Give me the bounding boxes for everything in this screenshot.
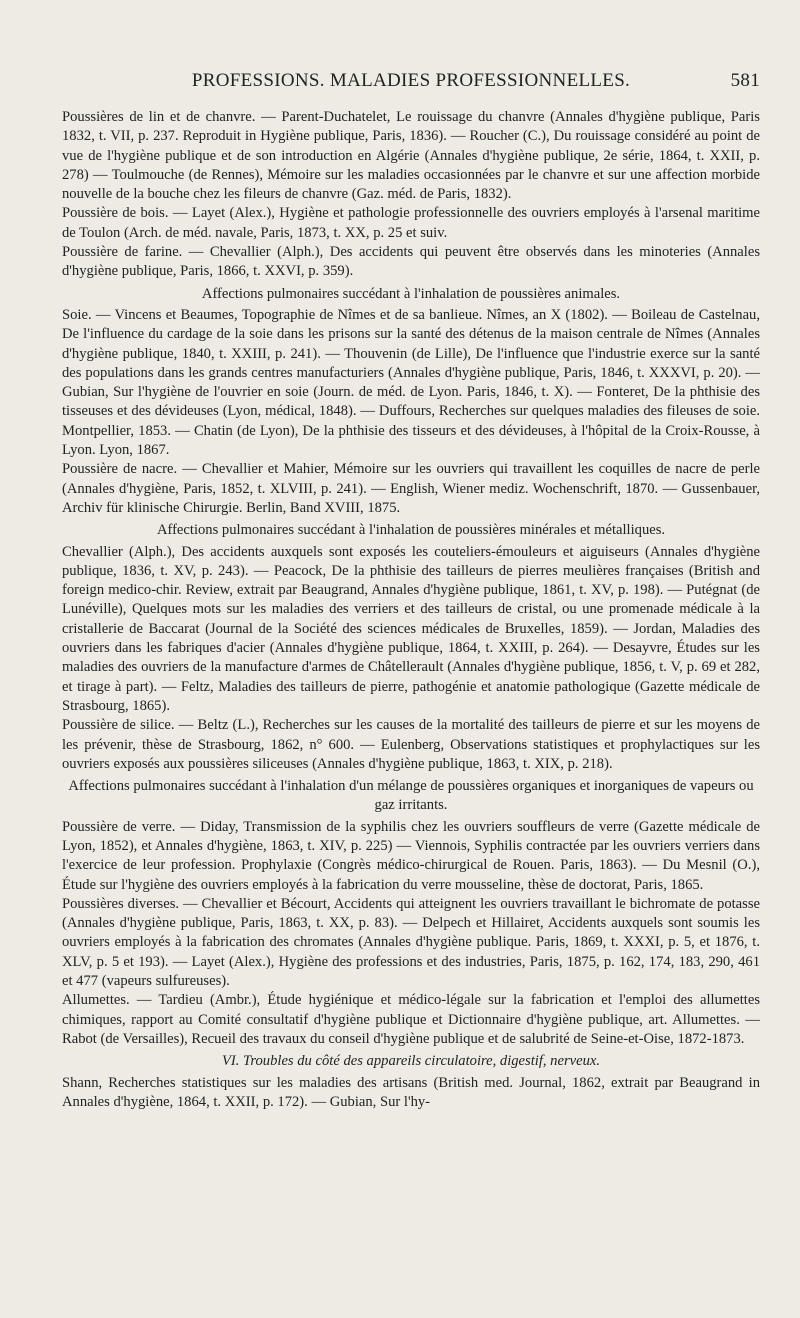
section-heading: Affections pulmonaires succédant à l'inhalation de poussières animales. — [201, 285, 621, 302]
entry-text: — Beltz (L.), Recherches sur les causes de la mortalité des tailleurs de pierre et sur les moyens de les prévenir, thèse de Strasbourg, 1862, n° 600. — Eulenberg, Observations statistiques et prophylactiques sur les ouvriers exposés aux poussières siliceuses (Annales d'hygiène publique, 1863, t. XIX, p. 218). — [62, 717, 760, 772]
entry-text: — Diday, Transmission de la syphilis chez les ouvriers souffleurs de verre (Gazette médicale de Lyon, 1852), et Annales d'hygiène, 1863, t. XIV, p. 225) — Viennois, Syphilis contractée par les ouvriers verriers dans l'exercice de leur profession. Prophylaxie (Congrès médico-chirurgical de Rouen. Paris, 1863). — Du Mesnil (O.), Étude sur l'hygiène des ouvriers employés à la fabrication du verre mousseline, thèse de doctorat, Paris, 1865. — [62, 818, 760, 893]
page-number: 581 — [730, 70, 760, 91]
entry-lead: Soie. — [62, 306, 92, 323]
entry-lead: Poussières diverses. — [62, 895, 180, 912]
running-title: PROFESSIONS. MALADIES PROFESSIONNELLES. — [191, 70, 631, 91]
entry-lead: Poussière de verre. — [62, 818, 176, 835]
entry-text: — Chevallier et Bécourt, Accidents qui atteignent les ouvriers travaillant le bichromate de potasse (Annales d'hygiène publique, Paris, 1863, t. XX, p. 83). — Delpech et Hillairet, Accidents auxquels sont soumis les ouvriers employés à la fabrication des chromates (Annales d'hygiène publique. Paris, 1869, t. XXXI, p. 5, et 1876, t. XLV, p. 5 et 193). — Layet (Alex.), Hygiène des professions et des industries, Paris, 1875, p. 162, 174, 183, 290, 461 et 477 (vapeurs sulfureuses). — [62, 895, 760, 990]
entry-text: — Chevallier (Alph.), Des accidents qui peuvent être observés dans les minoteries (Annales d'hygiène publique, Paris, 1866, t. XXVI, p. 359). — [62, 244, 760, 280]
entry-text: — Parent-Duchatelet, Le rouissage du chanvre (Annales d'hygiène publique, Paris 1832, t. VII, p. 237. Reproduit in Hygiène publique, Paris, 1836). — Roucher (C.), Du rouissage considéré au point de vue de l'hygiène publique et de son introduction en Algérie (Annales d'hygiène publique, 2e série, 1864, t. XXII, p. 278) — Toulmouche (de Rennes), Mémoire sur les maladies occasionnées par le chanvre et sur une affection morbide nouvelle de la bouche chez les fileurs de chanvre (Gaz. méd. de Paris, 1832). — [62, 109, 760, 203]
entry-text: Chevallier (Alph.), Des accidents auxquels sont exposés les couteliers-émouleurs et aiguiseurs (Annales d'hygiène publique, 1836, t. XV, p. 243). — Peacock, De la phthisie des tailleurs de pierres meulières françaises (British and foreign medico-chir. Review, extrait par Beaugrand, Annales d'hygiène publique, 1861, t. XV, p. 198). — Putégnat (de Lunéville), Quelques mots sur les maladies des verriers et des tailleurs de cristal, ou une promenade médicale à la cristallerie de Baccarat (Journal de la Société des sciences médicales de Bruxelles, 1859). — Jordan, Maladies des ouvriers dans les fabriques d'acier (Annales d'hygiène publique, 1864, t. XXIII, p. 264). — Desayvre, Études sur les maladies des ouvriers de la manufacture d'armes de Châtellerault (Annales d'hygiène publique, 1856, t. V, p. 69 et 282, et tirage à part). — Feltz, Maladies des tailleurs de pierre, pathogénie et anatomie pathologique (Gazette médicale de Strasbourg, 1865). — [62, 543, 760, 714]
entry-lead: Poussières de lin et de chanvre. — [62, 109, 256, 125]
bibliography-body — [62, 108, 760, 1112]
entry-lead: Allumettes. — [62, 992, 130, 1009]
entry-text: — Chevallier et Mahier, Mémoire sur les ouvriers qui travaillent les coquilles de nacre de perle (Annales d'hygiène, Paris, 1852, t. XLVIII, p. 241). — English, Wiener mediz. Wochenschrift, 1870. — Gussenbauer, Archiv für klinische Chirurgie. Berlin, Band XVIII, 1875. — [62, 461, 760, 516]
entry-lead: Poussière de silice. — [62, 717, 175, 734]
entry-text: Shann, Recherches statistiques sur les maladies des artisans (British med. Journal, 1862, extrait par Beaugrand in Annales d'hygiène, 1864, t. XXII, p. 172). — Gubian, Sur l'hy- — [62, 1074, 760, 1110]
bibliography-entry — [62, 108, 760, 204]
running-header — [62, 70, 760, 108]
entry-lead: Poussière de bois. — [62, 205, 169, 222]
bibliography-entry — [62, 243, 760, 282]
entry-text: — Tardieu (Ambr.), Étude hygiénique et médico-légale sur la fabrication et l'emploi des allumettes chimiques, rapport au Comité consultatif d'hygiène publique et Dictionnaire d'hygiène publique, art. Allumettes. — Rabot (de Versailles), Recueil des travaux du conseil d'hygiène publique et de salubrité de Seine-et-Oise, 1872-1873. — [62, 992, 760, 1047]
section-heading: VI. Troubles du côté des appareils circulatoire, digestif, nerveux. — [221, 1053, 601, 1070]
bibliography-entry — [62, 1074, 760, 1113]
bibliography-entry — [62, 306, 760, 460]
entry-lead: Poussière de farine. — [62, 244, 183, 261]
bibliography-entry — [62, 204, 760, 243]
bibliography-entry — [62, 895, 760, 991]
entry-text: — Layet (Alex.), Hygiène et pathologie professionnelle des ouvriers employés à l'arsenal maritime de Toulon (Arch. de méd. navale, Paris, 1873, t. XX, p. 25 et suiv. — [62, 205, 760, 241]
section-heading: Affections pulmonaires succédant à l'inhalation de poussières minérales et métalliques. — [156, 522, 666, 539]
section-heading: Affections pulmonaires succédant à l'inhalation d'un mélange de poussières organiques et inorganiques de vapeurs ou gaz irritants. — [68, 778, 754, 814]
bibliography-entry — [62, 716, 760, 774]
bibliography-entry — [62, 543, 760, 717]
bibliography-entry — [62, 818, 760, 895]
entry-text: — Vincens et Beaumes, Topographie de Nîmes et de sa banlieue. Nîmes, an X (1802). — Boileau de Castelnau, De l'influence du cardage de la soie dans les prisons sur la santé des détenus de la maison centrale de Nîmes (Annales d'hygiène publique, 1840, t. XXIII, p. 241). — Thouvenin (de Lille), De l'influence que l'industrie exerce sur la santé des populations dans les grands centres manufacturiers (Annales d'hygiène publique, Paris, 1846, t. XXXVI, p. 20). — Gubian, Sur l'hygiène de l'ouvrier en soie (Journ. de méd. de Lyon. Paris, 1846, t. X). — Fonteret, De la phthisie des tisseuses et des dévideuses (Lyon, médical, 1848). — Duffours, Recherches sur quelques maladies des fileuses de soie. Montpellier, 1853. — Chatin (de Lyon), De la phthisie des tisseurs et des dévideuses, à l'hôpital de la Croix-Rousse, à Lyon. Lyon, 1867. — [62, 306, 760, 459]
bibliography-entry — [62, 991, 760, 1049]
bibliography-entry — [62, 460, 760, 518]
entry-lead: Poussière de nacre. — [62, 461, 178, 478]
